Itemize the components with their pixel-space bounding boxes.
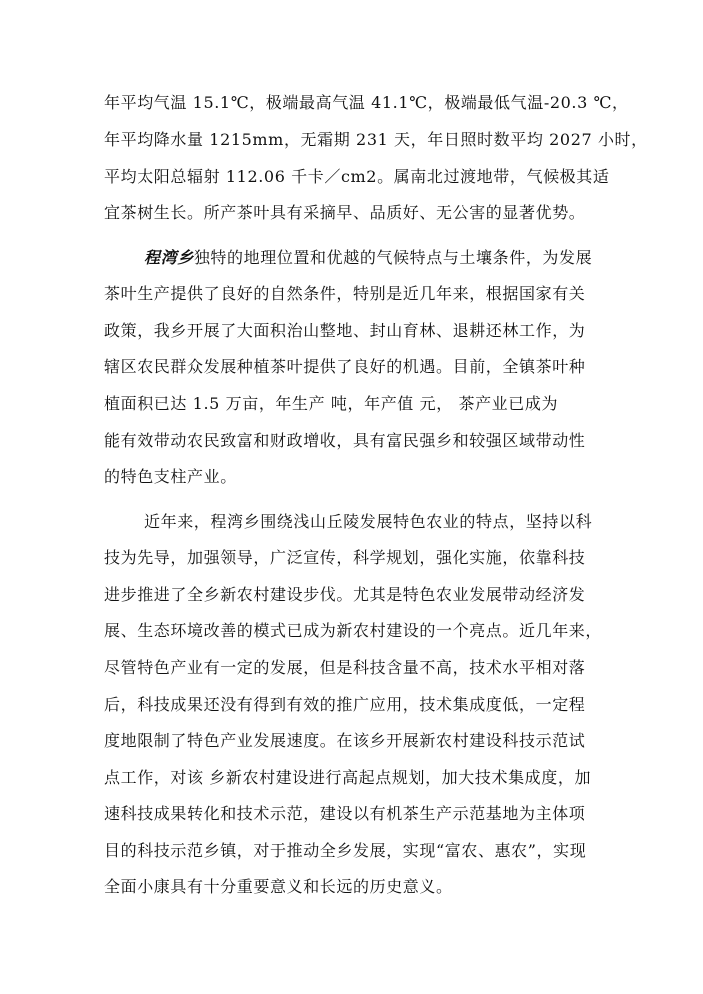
- paragraph2-lead-emphasis: 程湾乡: [144, 248, 194, 267]
- paragraph2-line-5: 植面积已达 1.5 万亩，年生产 吨，年产值 元， 茶产业已成为: [104, 394, 559, 413]
- paragraph3-line-1: 近年来，程湾乡围绕浅山丘陵发展特色农业的特点，坚持以科: [144, 512, 593, 531]
- paragraph3-line-4: 展、生态环境改善的模式已成为新农村建设的一个亮点。近几年来，: [104, 621, 603, 640]
- paragraph3-line-3: 进步推进了全乡新农村建设步伐。尤其是特色农业发展带动经济发: [104, 585, 586, 604]
- paragraph3-line-9: 速科技成果转化和技术示范，建设以有机茶生产示范基地为主体项: [104, 804, 586, 823]
- paragraph3-line-8: 点工作，对该 乡新农村建设进行高起点规划，加大技术集成度，加: [104, 768, 592, 787]
- paragraph2-line-6: 能有效带动农民致富和财政增收，具有富民强乡和较强区域带动性: [104, 431, 586, 450]
- paragraph2-line-3: 政策，我乡开展了大面积治山整地、封山育林、退耕还林工作，为: [104, 321, 586, 340]
- paragraph3-line-6: 后，科技成果还没有得到有效的推广应用，技术集成度低，一定程: [104, 695, 586, 714]
- paragraph2-line-7: 的特色支柱产业。: [104, 467, 237, 486]
- paragraph1-line-1: 年平均气温 15.1℃，极端最高气温 41.1℃，极端最低气温-20.3 ℃，: [104, 93, 629, 112]
- paragraph3-line-2: 技为先导，加强领导，广泛宣传，科学规划，强化实施，依靠科技: [104, 548, 586, 567]
- paragraph2-line-2: 茶叶生产提供了良好的自然条件，特别是近几年来，根据国家有关: [104, 284, 586, 303]
- paragraph2-line-1: [144, 247, 592, 269]
- paragraph2-line-4: 辖区农民群众发展种植茶叶提供了良好的机遇。目前，全镇茶叶种: [104, 357, 586, 376]
- paragraph3-line-5: 尽管特色产业有一定的发展，但是科技含量不高，技术水平相对落: [104, 658, 586, 677]
- paragraph3-line-11: 全面小康具有十分重要意义和长远的历史意义。: [104, 877, 453, 896]
- paragraph1-line-4: 宜茶树生长。所产茶叶具有采摘早、品质好、无公害的显著优势。: [104, 203, 586, 222]
- paragraph1-line-2: 年平均降水量 1215mm，无霜期 231 天，年日照时数平均 2027 小时，: [104, 130, 648, 149]
- paragraph3-line-7: 度地限制了特色产业发展速度。在该乡开展新农村建设科技示范试: [104, 731, 586, 750]
- paragraph3-line-10: 目的科技示范乡镇，对于推动全乡发展，实现“富农、惠农”，实现: [104, 841, 587, 860]
- paragraph1-line-3: 平均太阳总辐射 112.06 千卡／cm2。属南北过渡地带，气候极其适: [104, 167, 610, 186]
- paragraph2-first-line-rest: 独特的地理位置和优越的气候特点与土壤条件，为发展: [193, 248, 593, 267]
